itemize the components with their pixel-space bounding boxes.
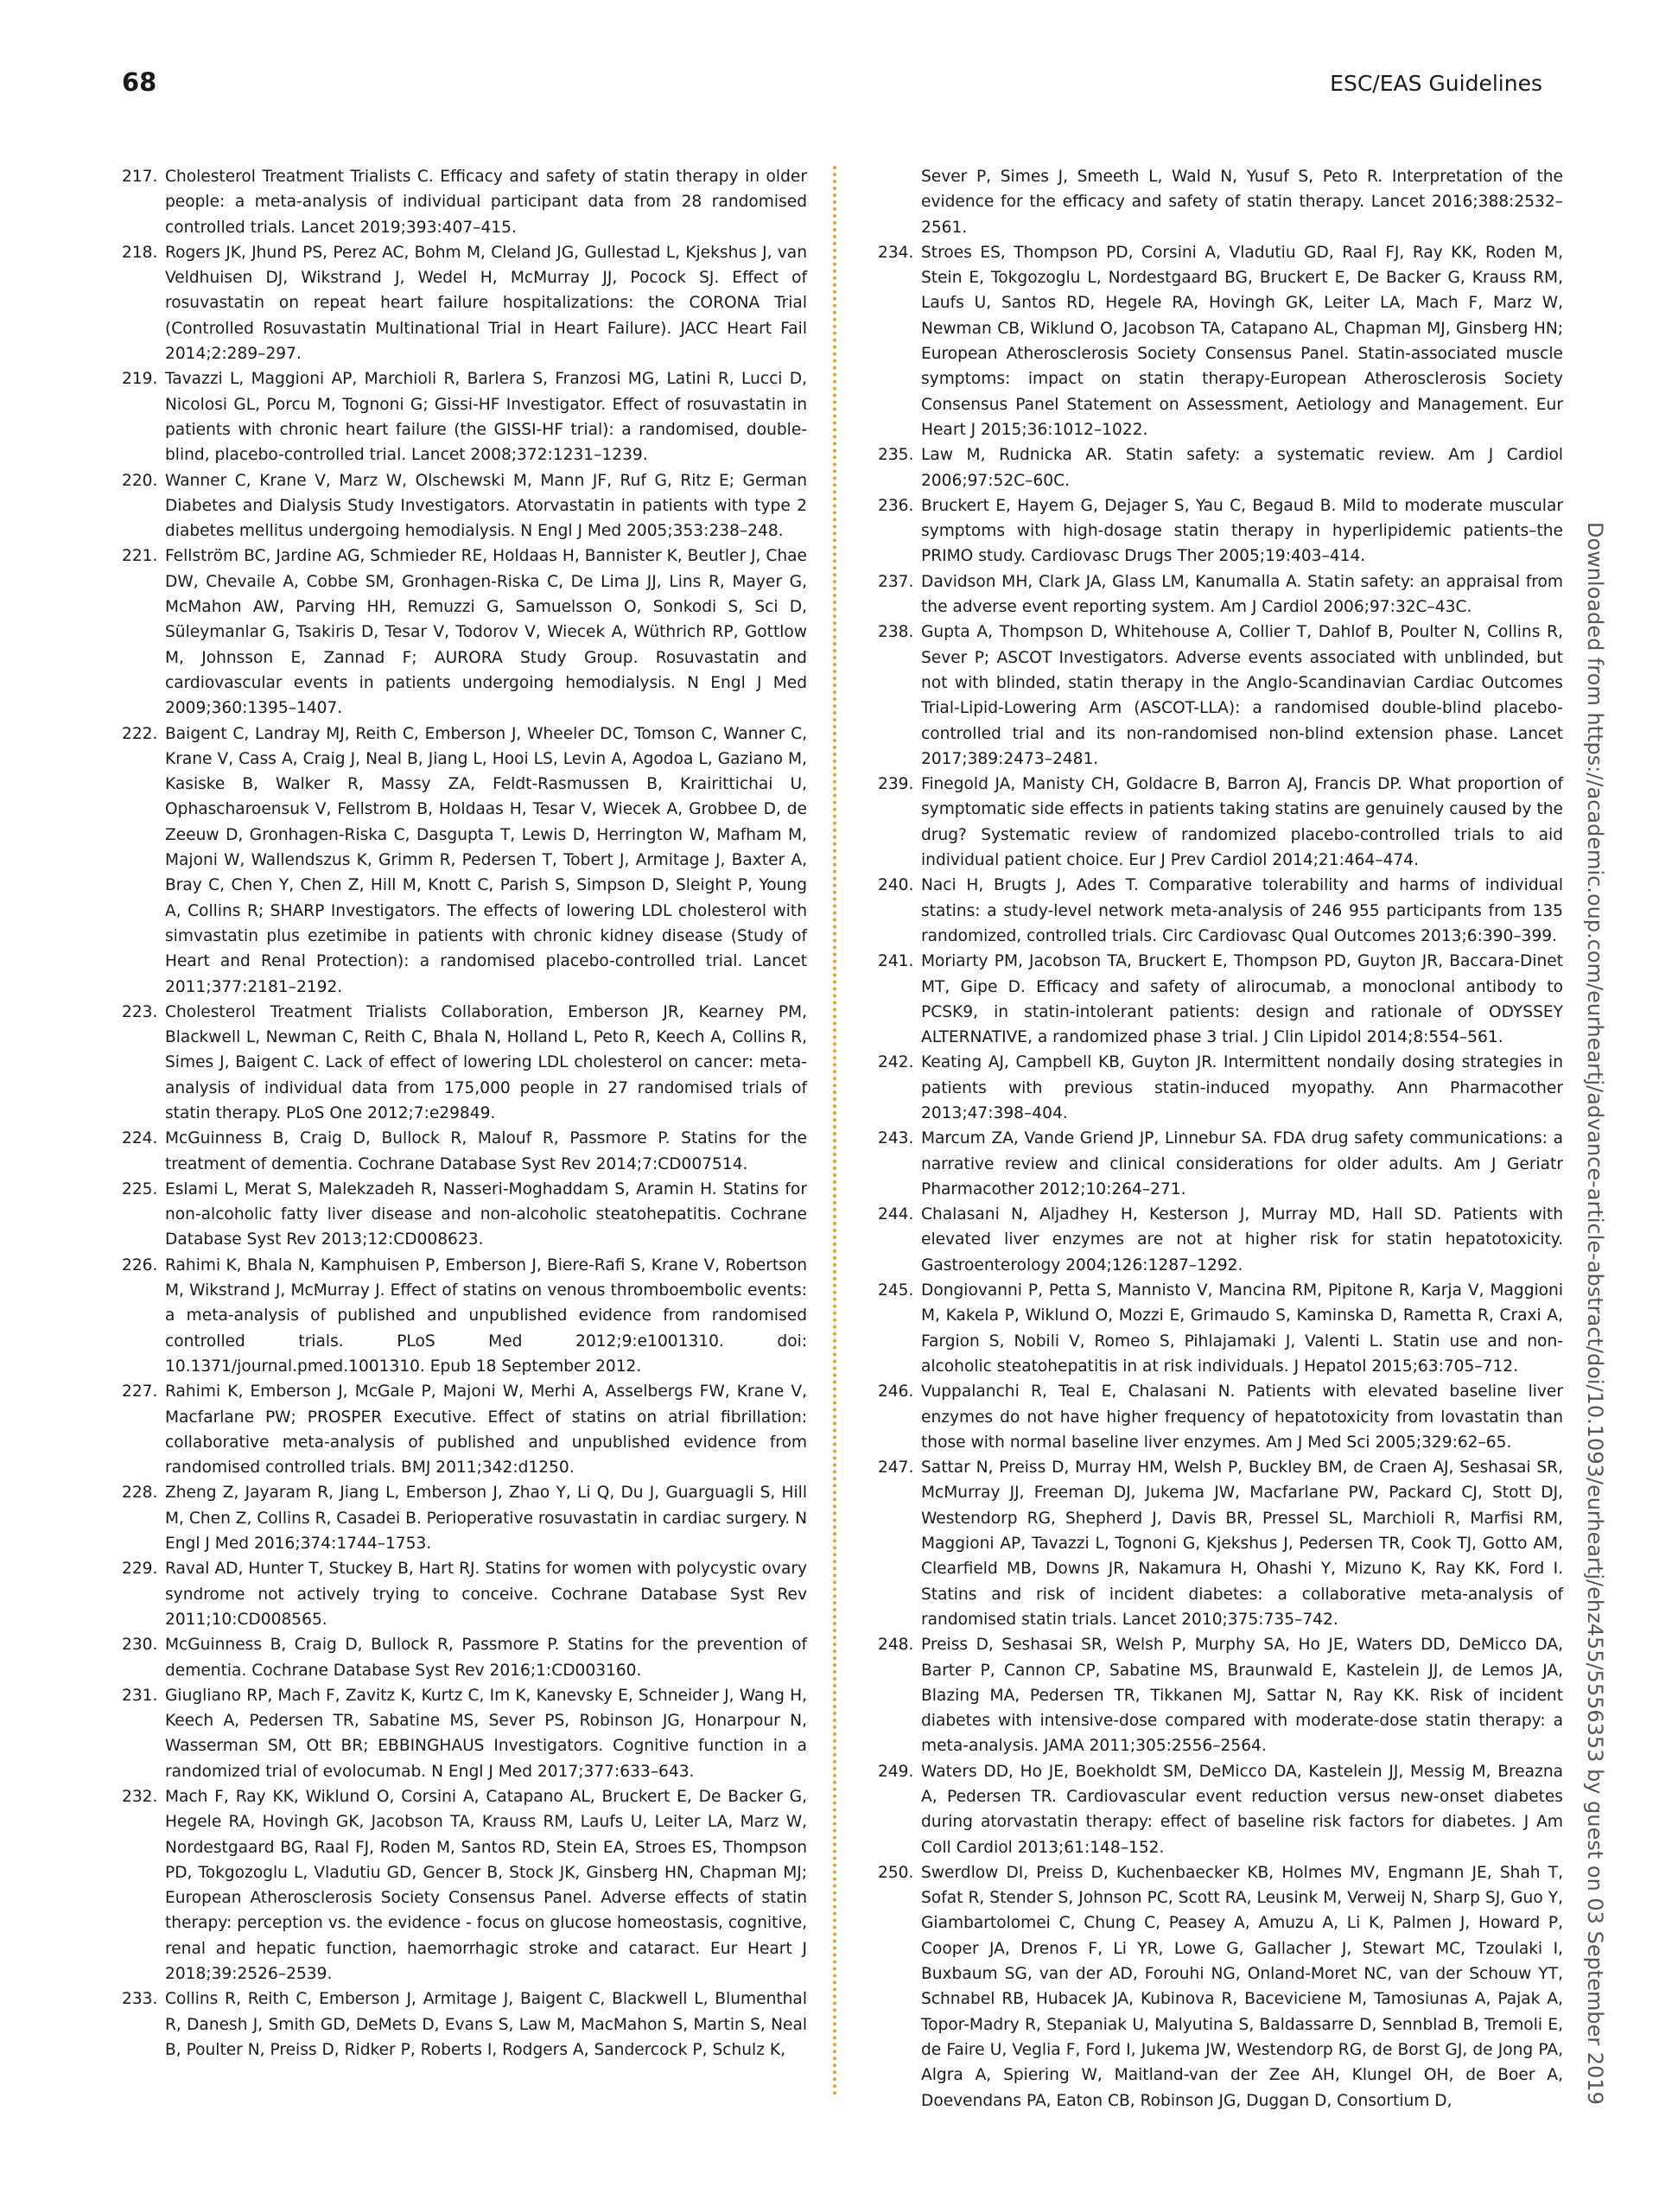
reference-item [878,1126,1563,1202]
reference-text: Finegold JA, Manisty CH, Goldacre B, Barron AJ, Francis DP. What proportion of symptomatic side effects in patients taking statins are genuinely caused by the drug? Systematic review of randomized placebo-controlled trials to aid individual patient choice. Eur J Prev Cardiol 2014;21:464–474. [921,775,1563,870]
reference-text: Collins R, Reith C, Emberson J, Armitage J, Baigent C, Blackwell L, Blumenthal R, Danesh J, Smith GD, DeMets D, Evans S, Law M, MacMahon S, Martin S, Neal B, Poulter N, Preiss D, Ridker P, Roberts I, Rodgers A, Sandercock P, Schulz K, [165,1990,807,2059]
reference-text: McGuinness B, Craig D, Bullock R, Passmore P. Statins for the prevention of dementia. Cochrane Database Syst Rev 2016;1:CD003160. [165,1636,807,1680]
reference-number: 217. [122,168,158,186]
reference-item [878,240,1563,442]
reference-item [878,873,1563,949]
reference-text: Marcum ZA, Vande Griend JP, Linnebur SA. FDA drug safety communications: a narrative review and clinical considerations for older adults. Am J Geriatr Pharmacother 2012;10:264–271. [921,1129,1563,1198]
reference-text: Wanner C, Krane V, Marz W, Olschewski M, Mann JF, Ruf G, Ritz E; German Diabetes and Dialysis Study Investigators. Atorvastatin in patients with type 2 diabetes mellitus undergoing hemodialysis. N Engl J Med 2005;353:238–248. [165,471,807,541]
reference-text: Dongiovanni P, Petta S, Mannisto V, Mancina RM, Pipitone R, Karja V, Maggioni M, Kakela P, Wiklund O, Mozzi E, Grimaudo S, Kaminska D, Rametta R, Craxi A, Fargion S, Nobili V, Romeo S, Pihlajamaki J, Valenti L. Statin use and non-alcoholic steatohepatitis in at risk individuals. J Hepatol 2015;63:705–712. [921,1281,1563,1376]
reference-text: Davidson MH, Clark JA, Glass LM, Kanumalla A. Statin safety: an appraisal from the adverse event reporting system. Am J Cardiol 2006;97:32C–43C. [921,572,1563,617]
reference-item [122,1177,807,1253]
reference-item [122,468,807,544]
reference-item [878,1759,1563,1860]
reference-number: 232. [122,1788,158,1806]
reference-number: 223. [122,1002,158,1021]
reference-item [878,1278,1563,1379]
reference-item [122,1986,807,2063]
reference-number: 247. [878,1459,914,1478]
reference-item [122,1556,807,1632]
reference-item [122,1379,807,1480]
reference-number: 235. [878,446,914,465]
reference-text: Moriarty PM, Jacobson TA, Bruckert E, Thompson PD, Guyton JR, Baccara-Dinet MT, Gipe D. Efficacy and safety of alirocumab, a monoclonal antibody to PCSK9, in statin-intolerant patients: design and rationale of ODYSSEY ALTERNATIVE, a randomized phase 3 trial. J Clin Lipidol 2014;8:554–561. [921,952,1563,1047]
reference-item [122,1253,807,1379]
column-divider [833,166,836,2097]
reference-number: 240. [878,876,914,895]
reference-text: Chalasani N, Aljadhey H, Kesterson J, Murray MD, Hall SD. Patients with elevated liver enzymes are not at higher risk for statin hepatotoxicity. Gastroenterology 2004;126:1287–1292. [921,1205,1563,1274]
reference-item [122,1480,807,1556]
reference-text: Baigent C, Landray MJ, Reith C, Emberson J, Wheeler DC, Tomson C, Wanner C, Krane V, Cass A, Craig J, Neal B, Jiang L, Hooi LS, Levin A, Agodoa L, Gaziano M, Kasiske B, Walker R, Massy ZA, Feldt-Rasmussen B, Krairittichai U, Ophascharoensuk V, Fellstrom B, Holdaas H, Tesar V, Wiecek A, Grobbee D, de Zeeuw D, Gronhagen-Riska C, Dasgupta T, Lewis D, Herrington W, Mafham M, Majoni W, Wallendszus K, Grimm R, Pedersen T, Tobert J, Armitage J, Baxter A, Bray C, Chen Y, Chen Z, Hill M, Knott C, Parish S, Simpson D, Sleight P, Young A, Collins R; SHARP Investigators. The effects of lowering LDL cholesterol with simvastatin plus ezetimibe in patients with chronic kidney disease (Study of Heart and Renal Protection): a randomised placebo-controlled trial. Lancet 2011;377:2181–2192. [165,724,807,996]
reference-number: 229. [122,1560,158,1579]
reference-text: Cholesterol Treatment Trialists Collaboration, Emberson JR, Kearney PM, Blackwell L, Newman C, Reith C, Bhala N, Holland L, Peto R, Keech A, Collins R, Simes J, Baigent C. Lack of effect of lowering LDL cholesterol on cancer: meta-analysis of individual data from 175,000 people in 27 randomised trials of statin therapy. PLoS One 2012;7:e29849. [165,1002,807,1122]
reference-number: 238. [878,623,914,642]
reference-number: 220. [122,471,158,490]
reference-number: 221. [122,547,158,566]
page-number: 68 [122,67,157,97]
reference-text: Naci H, Brugts J, Ades T. Comparative tolerability and harms of individual statins: a study-level network meta-analysis of 246 955 participants from 135 randomized, controlled trials. Circ Cardiovasc Qual Outcomes 2013;6:390–399. [921,876,1563,945]
reference-item [122,1126,807,1177]
download-watermark: Downloaded from https://academic.oup.com/eurheartj/advance-article-abstract/doi/10.1093/eurheartj/ehz455/5556353 by guest on 03 September 2019 [1583,522,1607,2105]
reference-text: Tavazzi L, Maggioni AP, Marchioli R, Barlera S, Franzosi MG, Latini R, Lucci D, Nicolosi GL, Porcu M, Tognoni G; Gissi-HF Investigator. Effect of rosuvastatin in patients with chronic heart failure (the GISSI-HF trial): a randomised, double-blind, placebo-controlled trial. Lancet 2008;372:1231–1239. [165,370,807,465]
reference-item [878,949,1563,1050]
reference-number: 233. [122,1990,158,2009]
reference-item [878,569,1563,620]
reference-number: 243. [878,1129,914,1148]
reference-item [122,543,807,721]
reference-item [878,1202,1563,1278]
running-head: ESC/EAS Guidelines [1330,71,1542,96]
reference-item [122,1632,807,1683]
reference-number: 250. [878,1863,914,1882]
reference-text: Mach F, Ray KK, Wiklund O, Corsini A, Catapano AL, Bruckert E, De Backer G, Hegele RA, Hovingh GK, Jacobson TA, Krauss RM, Laufs U, Leiter LA, Marz W, Nordestgaard BG, Raal FJ, Roden M, Santos RD, Stein EA, Stroes ES, Thompson PD, Tokgozoglu L, Vladutiu GD, Gencer B, Stock JK, Ginsberg HN, Chapman MJ; European Atherosclerosis Society Consensus Panel. Adverse effects of statin therapy: perception vs. the evidence - focus on glucose homeostasis, cognitive, renal and hepatic function, haemorrhagic stroke and cataract. Eur Heart J 2018;39:2526–2539. [165,1788,807,1984]
reference-item [122,366,807,467]
reference-number: 246. [878,1382,914,1402]
reference-text: Vuppalanchi R, Teal E, Chalasani N. Patients with elevated baseline liver enzymes do not have higher frequency of hepatotoxicity from lovastatin than those with normal baseline liver enzymes. Am J Med Sci 2005;329:62–65. [921,1382,1563,1452]
reference-number: 236. [878,496,914,515]
reference-item [878,772,1563,873]
reference-text: Waters DD, Ho JE, Boekholdt SM, DeMicco DA, Kastelein JJ, Messig M, Breazna A, Pedersen TR. Cardiovascular event reduction versus new-onset diabetes during atorvastatin therapy: effect of baseline risk factors for diabetes. J Am Coll Cardiol 2013;61:148–152. [921,1762,1563,1857]
reference-number: 231. [122,1686,158,1705]
reference-item [122,164,807,240]
reference-number: 228. [122,1484,158,1503]
reference-text: Rahimi K, Bhala N, Kamphuisen P, Emberson J, Biere-Rafi S, Krane V, Robertson M, Wikstrand J, McMurray J. Effect of statins on venous thromboembolic events: a meta-analysis of published and unpublished evidence from randomised controlled trials. PLoS Med 2012;9:e1001310. doi: 10.1371/journal.pmed.1001310. Epub 18 September 2012. [165,1255,807,1376]
reference-item [878,1050,1563,1126]
reference-number: 237. [878,572,914,591]
reference-text: Fellström BC, Jardine AG, Schmieder RE, Holdaas H, Bannister K, Beutler J, Chae DW, Chevaile A, Cobbe SM, Gronhagen-Riska C, De Lima JJ, Lins R, Mayer G, McMahon AW, Parving HH, Remuzzi G, Samuelsson O, Sonkodi S, Sci D, Süleymanlar G, Tsakiris D, Tesar V, Todorov V, Wiecek A, Wüthrich RP, Gottlow M, Johnsson E, Zannad F; AURORA Study Group. Rosuvastatin and cardiovascular events in patients undergoing hemodialysis. N Engl J Med 2009;360:1395–1407. [165,547,807,718]
reference-item [122,721,807,1000]
reference-item [878,1632,1563,1758]
reference-number: 244. [878,1205,914,1224]
reference-text: Bruckert E, Hayem G, Dejager S, Yau C, Begaud B. Mild to moderate muscular symptoms with high-dosage statin therapy in hyperlipidemic patients–the PRIMO study. Cardiovasc Drugs Ther 2005;19:403–414. [921,496,1563,566]
reference-item [878,1455,1563,1632]
reference-text: McGuinness B, Craig D, Bullock R, Malouf R, Passmore P. Statins for the treatment of dementia. Cochrane Database Syst Rev 2014;7:CD007514. [165,1129,807,1173]
reference-number: 224. [122,1129,158,1148]
reference-item [122,1000,807,1126]
reference-text: Eslami L, Merat S, Malekzadeh R, Nasseri-Moghaddam S, Aramin H. Statins for non-alcoholic fatty liver disease and non-alcoholic steatohepatitis. Cochrane Database Syst Rev 2013;12:CD008623. [165,1179,807,1249]
reference-number: 242. [878,1053,914,1072]
reference-item [878,1379,1563,1455]
reference-number: 249. [878,1762,914,1781]
reference-number: 218. [122,243,158,262]
reference-number: 222. [122,724,158,743]
reference-item [122,1784,807,1986]
reference-number: 248. [878,1636,914,1655]
reference-text: Swerdlow DI, Preiss D, Kuchenbaecker KB, Holmes MV, Engmann JE, Shah T, Sofat R, Stender S, Johnson PC, Scott RA, Leusink M, Verweij N, Sharp SJ, Guo Y, Giambartolomei C, Chung C, Peasey A, Amuzu A, Li K, Palmen J, Howard P, Cooper JA, Drenos F, Li YR, Lowe G, Gallacher J, Stewart MC, Tzoulaki I, Buxbaum SG, van der AD, Forouhi NG, Onland-Moret NC, van der Schouw YT, Schnabel RB, Hubacek JA, Kubinova R, Baceviciene M, Tamosiunas A, Pajak A, Topor-Madry R, Stepaniak U, Malyutina S, Baldassarre D, Sennblad B, Tremoli E, de Faire U, Veglia F, Ford I, Jukema JW, Westendorp RG, de Borst GJ, de Jong PA, Algra A, Spiering W, Maitland-van der Zee AH, Klungel OH, de Boer A, Doevendans PA, Eaton CB, Robinson JG, Duggan D, Consortium D, [921,1863,1563,2110]
reference-item [122,1683,807,1784]
reference-text: Law M, Rudnicka AR. Statin safety: a systematic review. Am J Cardiol 2006;97:52C–60C. [921,446,1563,490]
reference-number: 245. [878,1281,914,1300]
reference-text: Giugliano RP, Mach F, Zavitz K, Kurtz C, Im K, Kanevsky E, Schneider J, Wang H, Keech A, Pedersen TR, Sabatine MS, Sever PS, Robinson JG, Honarpour N, Wasserman SM, Ott BR; EBBINGHAUS Investigators. Cognitive function in a randomized trial of evolocumab. N Engl J Med 2017;377:633–643. [165,1686,807,1781]
reference-text: Raval AD, Hunter T, Stuckey B, Hart RJ. Statins for women with polycystic ovary syndrome not actively trying to conceive. Cochrane Database Syst Rev 2011;10:CD008565. [165,1560,807,1629]
reference-item [878,1860,1563,2113]
reference-item [878,442,1563,493]
reference-number: 227. [122,1382,158,1402]
reference-text: Rahimi K, Emberson J, McGale P, Majoni W, Merhi A, Asselbergs FW, Krane V, Macfarlane PW; PROSPER Executive. Effect of statins on atrial fibrillation: collaborative meta-analysis of published and unpublished evidence from randomised controlled trials. BMJ 2011;342:d1250. [165,1382,807,1478]
reference-item [878,620,1563,772]
reference-text: Rogers JK, Jhund PS, Perez AC, Bohm M, Cleland JG, Gullestad L, Kjekshus J, van Veldhuisen DJ, Wikstrand J, Wedel H, McMurray JJ, Pocock SJ. Effect of rosuvastatin on repeat heart failure hospitalizations: the CORONA Trial (Controlled Rosuvastatin Multinational Trial in Heart Failure). JACC Heart Fail 2014;2:289–297. [165,243,807,364]
reference-number: 241. [878,952,914,971]
reference-text: Sattar N, Preiss D, Murray HM, Welsh P, Buckley BM, de Craen AJ, Seshasai SR, McMurray JJ, Freeman DJ, Jukema JW, Macfarlane PW, Packard CJ, Stott DJ, Westendorp RG, Shepherd J, Davis BR, Pressel SL, Marchioli R, Marfisi RM, Maggioni AP, Tavazzi L, Tognoni G, Kjekshus J, Pedersen TR, Cook TJ, Gotto AM, Clearfield MB, Downs JR, Nakamura H, Ohashi Y, Mizuno K, Ray KK, Ford I. Statins and risk of incident diabetes: a collaborative meta-analysis of randomised statin trials. Lancet 2010;375:735–742. [921,1459,1563,1629]
reference-column-right [878,164,1563,2113]
reference-number: 234. [878,243,914,262]
reference-number: 239. [878,775,914,794]
reference-item [122,240,807,366]
reference-text: Cholesterol Treatment Trialists C. Efficacy and safety of statin therapy in older people: a meta-analysis of individual participant data from 28 randomised controlled trials. Lancet 2019;393:407–415. [165,168,807,237]
reference-number: 225. [122,1179,158,1198]
reference-continuation [878,164,1563,240]
reference-text: Gupta A, Thompson D, Whitehouse A, Collier T, Dahlof B, Poulter N, Collins R, Sever P; ASCOT Investigators. Adverse events associated with unblinded, but not with blinded, statin therapy in the Anglo-Scandinavian Cardiac Outcomes Trial-Lipid-Lowering Arm (ASCOT-LLA): a randomised double-blind placebo-controlled trial and its non-randomised non-blind extension phase. Lancet 2017;389:2473–2481. [921,623,1563,768]
reference-number: 230. [122,1636,158,1655]
reference-text: Keating AJ, Campbell KB, Guyton JR. Intermittent nondaily dosing strategies in patients with previous statin-induced myopathy. Ann Pharmacother 2013;47:398–404. [921,1053,1563,1122]
reference-number: 219. [122,370,158,389]
reference-column-left [122,164,807,2063]
reference-text: Stroes ES, Thompson PD, Corsini A, Vladutiu GD, Raal FJ, Ray KK, Roden M, Stein E, Tokgozoglu L, Nordestgaard BG, Bruckert E, De Backer G, Krauss RM, Laufs U, Santos RD, Hegele RA, Hovingh GK, Leiter LA, Mach F, Marz W, Newman CB, Wiklund O, Jacobson TA, Catapano AL, Chapman MJ, Ginsberg HN; European Atherosclerosis Society Consensus Panel. Statin-associated muscle symptoms: impact on statin therapy-European Atherosclerosis Society Consensus Panel Statement on Assessment, Aetiology and Management. Eur Heart J 2015;36:1012–1022. [921,243,1563,439]
reference-number: 226. [122,1255,158,1274]
reference-item [878,493,1563,569]
reference-text: Preiss D, Seshasai SR, Welsh P, Murphy SA, Ho JE, Waters DD, DeMicco DA, Barter P, Cannon CP, Sabatine MS, Braunwald E, Kastelein JJ, de Lemos JA, Blazing MA, Pedersen TR, Tikkanen MJ, Sattar N, Ray KK. Risk of incident diabetes with intensive-dose compared with moderate-dose statin therapy: a meta-analysis. JAMA 2011;305:2556–2564. [921,1636,1563,1756]
reference-text: Sever P, Simes J, Smeeth L, Wald N, Yusuf S, Peto R. Interpretation of the evidence for the efficacy and safety of statin therapy. Lancet 2016;388:2532–2561. [921,168,1563,237]
reference-text: Zheng Z, Jayaram R, Jiang L, Emberson J, Zhao Y, Li Q, Du J, Guarguagli S, Hill M, Chen Z, Collins R, Casadei B. Perioperative rosuvastatin in cardiac surgery. N Engl J Med 2016;374:1744–1753. [165,1484,807,1554]
